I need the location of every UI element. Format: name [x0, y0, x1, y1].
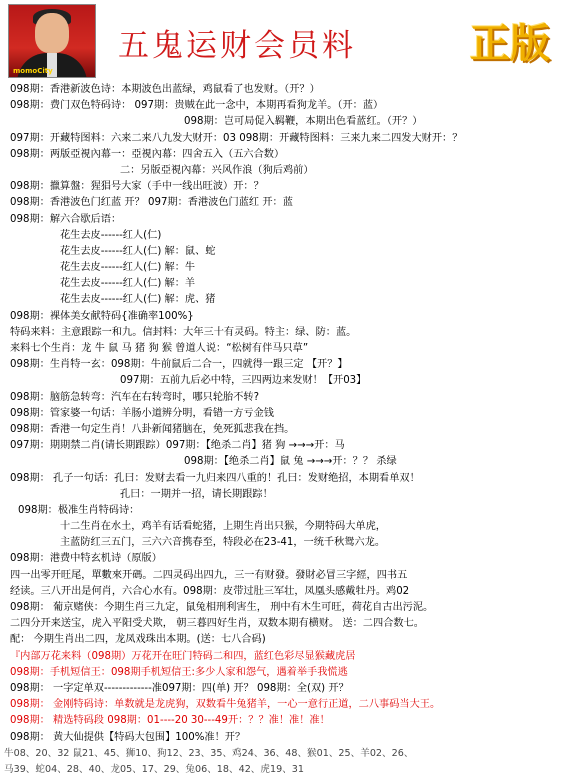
authentic-stamp: 正版	[470, 20, 550, 67]
text-line: 098期：擸算盤：猩猖号大家（手中一线出旺波）开：？	[10, 181, 264, 193]
zodiac-numbers-line: 牛08、20、32 鼠21、45、狮10、狗12、23、35、鸡24、36、48、猴01、25、羊02、26、	[4, 747, 414, 759]
text-line: 098期：港费中特玄机诗（原版）	[10, 553, 162, 565]
text-line: 孔曰：一期并一招，请长期跟踪！	[120, 488, 273, 500]
text-line: 097期：期期禁二肖(请长期跟踪）097期：【绝杀二肖】猪 狗 →→→开：马	[10, 440, 345, 452]
text-line: 098期：香港一句定生肖！八卦新闻猪脑在，免死狐悲我在挡。	[10, 423, 295, 435]
text-line: 098期：香港波色门红蓝 开？ 097期：香港波色门蓝红 开：蓝	[10, 197, 293, 209]
text-line: 特码来料：主意跟踪一和九。信封料：大年三十有灵码。特主：绿、防：蓝。	[10, 326, 357, 338]
text-line: 098期：脑筋急转弯：汽车在右转弯时，哪只轮胎不转?	[10, 391, 259, 403]
text-line: 098期：两版亞視內幕一：亞視內幕：四舍五入（五六合数）	[10, 148, 285, 160]
text-line: 二四分开来送宝，虎入平阳受犬欺， 朝三暮四好生肖，双数本期有横财。 送：二四合数七。	[10, 618, 424, 630]
text-line: 经读。三八开出是何肖，六合心水有。098期：皮带过肚三军壮，凤凰头感戴牡丹。鸡02	[10, 585, 410, 597]
text-line: 098期： 葡京赌侠：今期生肖三九定，鼠兔相刑利害生， 刑中有木生可旺，荷花自古出污泥。	[10, 602, 434, 613]
text-line: 098期：香港新波色诗：本期波色出蓝绿，鸡鼠看了也发财。（开？）	[10, 84, 320, 95]
photo-tag: momoCity	[13, 67, 53, 75]
text-line: 花生去皮------红人(仁) 解：牛	[60, 262, 196, 274]
text-line: 098期：生肖特一玄：098期：牛前鼠后二合一，四就得一跟三定 【开？】	[10, 359, 348, 371]
text-line-highlight: 098期：手机短信王：098期手机短信王:多少人家和怨气，遇着举手我慌逃	[10, 666, 348, 678]
text-line: 十二生肖在水土，鸡羊有话看蛇猪，上期生肖出只猴，今期特码大单虎，	[60, 521, 386, 533]
text-line: 配： 今期生肖出二四，龙凤戏珠出本期。(送：七八合码)	[10, 634, 266, 646]
text-line: 花生去皮------红人(仁) 解：虎、猪	[60, 294, 216, 306]
document-body	[0, 82, 574, 778]
text-line: 二：另版亞視內幕：兴风作浪（狗后鸡前）	[120, 164, 314, 176]
text-line: 四一出零开旺尾，單數來开碼。二四灵码出四九，三一有财發。發財必冒三字經，四书五	[10, 569, 408, 581]
text-line: 花生去皮------红人(仁) 解：羊	[60, 278, 196, 290]
portrait-face	[35, 13, 69, 53]
text-line: 098期：费门双色特码诗： 097期：贵贼在此一念中，本期再看狗龙羊。（开：蓝）	[10, 100, 384, 112]
text-line: 098期：极准生肖特码诗：	[18, 504, 140, 516]
text-line: 097期：五前九后必中特，三四两边来发财！【开03】	[120, 375, 367, 387]
text-line: 主蓝防红三五门，三六六音携春至，特段必在23-41，一统千秋鸳六龙。	[60, 537, 386, 549]
text-line-highlight: 『内部万花来料（098期）万花开在旺门特码二和四，蓝红色彩尽显猴藏虎居	[10, 650, 356, 662]
zodiac-numbers-line: 马39、蛇04、28、40、龙05、17、29、兔06、18、42、虎19、31	[4, 763, 304, 775]
header	[0, 0, 574, 80]
text-line: 098期： 一字定单双-------------准097期：四(单) 开？ 098期：全(双) 开？	[10, 682, 349, 694]
text-line: 花生去皮------红人(仁) 解：鼠、蛇	[60, 245, 216, 257]
text-line: 花生去皮------红人(仁)	[60, 229, 162, 241]
text-line: 098期：管家婆一句话：羊肠小道辨分明，看错一方亏金钱	[10, 407, 274, 419]
text-line: 098期：【绝杀二肖】鼠 兔 →→→开：？？ 杀绿	[184, 456, 397, 468]
text-line-highlight: 098期： 金刚特码诗：单数就是龙虎狗，双数看牛兔猪羊，一心一意行正道，二八事码当大王。	[10, 699, 441, 711]
text-line: 098期：裸体美女献特码{准确率100%}	[10, 310, 194, 322]
text-line-highlight: 098期： 精选特码段 098期：01----20 30---49开：？？准！准！准！	[10, 715, 330, 727]
text-line: 098期：岂可局促入羁鞭，本期出色看蓝红。（开？）	[184, 116, 423, 128]
portrait-photo	[8, 4, 96, 78]
text-line: 098期： 黄大仙提供【特码大包围】100%准！开？	[10, 731, 246, 743]
text-line: 097期：开藏特图料：六来二来八九发大财开：03 098期：开藏特图料：三来九来二四发大财开：？	[10, 132, 463, 144]
text-line: 098期：解六合歇后语：	[10, 213, 122, 225]
text-line: 098期： 孔子一句话：孔曰：发财去看一九归来四八重的！孔曰：发财绝招，本期看单双！	[10, 472, 420, 484]
page-title: 五鬼运财会员料	[118, 28, 356, 64]
text-line: 来料七个生肖：龙 牛 鼠 马 猪 狗 猴 曾道人说：“松树有伴马只草”	[10, 343, 309, 354]
